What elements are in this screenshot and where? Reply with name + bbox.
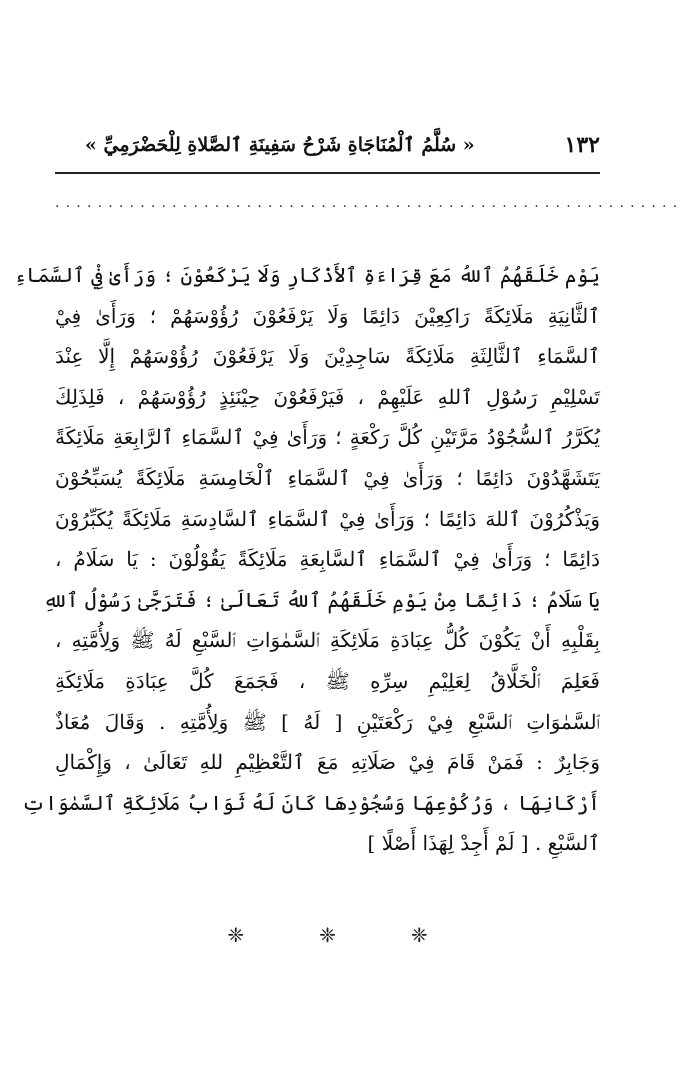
body-line: يَتَشَهَّدُوْنَ دَائِمًا ؛ وَرَأَىٰ فِيْ ٱلسَّمَاءِ ٱلْخَامِسَةِ مَلَائِكَةً يُسَبِّحُوْنَ <box>55 465 600 490</box>
section-end-ornaments <box>55 920 600 950</box>
body-line: ٱلسَّبْعِ . [ لَمْ أَجِدْ لِهَذَا أَصْلًا ] <box>367 831 600 856</box>
body-line: بِقَلْبِهِ أَنْ يَكُوْنَ كُلُّ عِبَادَةِ مَلَائِكَةِ ٱلسَّمٰوَاتِ ٱلسَّبْعِ لَهُ ﷺ وَلِأُمَّتِهِ ، <box>55 628 600 653</box>
body-line: ٱلثَّانِيَةِ مَلَائِكَةً رَاكِعِيْنَ دَائِمًا وَلَا يَرْفَعُوْنَ رُؤُوْسَهُمْ ؛ وَرَأَىٰ فِيْ <box>55 303 600 328</box>
running-title: « سُلَّمُ ٱلْمُنَاجَاةِ شَرْحُ سَفِينَةِ ٱلصَّلاةِ لِلْحَضْرَمِيِّ » <box>85 134 475 156</box>
page-number: ١٣٢ <box>564 132 600 158</box>
asterism-ornament-icon: ❈ <box>410 923 428 947</box>
body-line: دَائِمًا ؛ وَرَأَىٰ فِيْ ٱلسَّمَاءِ ٱلسَّابِعَةِ مَلَائِكَةً يَقُوْلُوْنَ : يَا سَلَامُ ، <box>55 547 600 572</box>
asterism-ornament-icon: ❈ <box>319 923 336 947</box>
body-line: يُكَرَّرُ ٱلسُّجُوْدُ مَرَّتَيْنِ كُلَّ رَكْعَةٍ ؛ وَرَأَىٰ فِيْ ٱلسَّمَاءِ ٱلرَّابِعَةِ مَلَائِكَةً <box>55 425 600 450</box>
body-line: ٱلسَّمَاءِ ٱلثَّالِثَةِ مَلَائِكَةً سَاجِدِيْنَ وَلَا يَرْفَعُوْنَ رُؤُوْسَهُمْ إِلَّا عِنْدَ <box>55 344 600 369</box>
body-text <box>14 255 600 864</box>
body-line: ٱلسَّمٰوَاتِ ٱلسَّبْعِ فِيْ رَكْعَتَيْنِ [ لَهُ ] ﷺ وَلِأُمَّتِهِ . وَقَالَ مُعَاذٌ <box>55 709 600 734</box>
dotted-separator: ........................................................... <box>55 195 683 211</box>
body-line: فَعَلِمَ ٱلْخَلَّاقُ لِعَلِيْمِ سِرِّهِ ﷺ ، فَجَمَعَ كُلَّ عِبَادَةِ مَلَائِكَةِ <box>55 668 600 693</box>
page-header <box>55 125 600 165</box>
body-line: يَا سَلَامُ ؛ دَائِمًا مِنْ يَوْمِ خَلَقَهُمُ ٱللهُ تَعَالَىٰ ؛ فَتَرَجَّىٰ رَسُوْلُ ٱللهِ <box>43 587 600 612</box>
body-line: أَرْكَانِهَا ، وَرُكُوْعِهَا وَسُجُوْدِهَا كَانَ لَهُ ثَوَابُ مَلَائِكَةِ ٱلسَّمٰوَاتِ <box>21 790 600 815</box>
body-line: وَيَذْكُرُوْنَ ٱللهَ دَائِمًا ؛ وَرَأَىٰ فِيْ ٱلسَّمَاءِ ٱلسَّادِسَةِ مَلَائِكَةً يُكَبِّرُوْنَ <box>55 506 600 531</box>
asterism-ornament-icon: ❈ <box>227 923 245 947</box>
body-line: وَجَابِرٌ : فَمَنْ قَامَ فِيْ صَلَاتِهِ مَعَ ٱلتَّعْظِيْمِ للهِ تَعَالَىٰ ، وَإِكْمَالِ <box>55 750 600 775</box>
body-line: تَسْلِيْمِ رَسُوْلِ ٱللهِ عَلَيْهِمْ ، فَيَرْفَعُوْنَ حِيْنَئِذٍ رُؤُوْسَهُمْ ، فَلِذَلِكَ <box>55 384 600 409</box>
body-line: يَوْم خَلَقَهُمُ ٱللهُ مَعَ قِرَاءَةِ ٱلأَذْكَارِ وَلَا يَرْكَعُوْنَ ؛ وَرَأَىٰ فِيْ ٱلسَّمَاءِ <box>14 263 600 287</box>
header-rule <box>55 172 600 174</box>
